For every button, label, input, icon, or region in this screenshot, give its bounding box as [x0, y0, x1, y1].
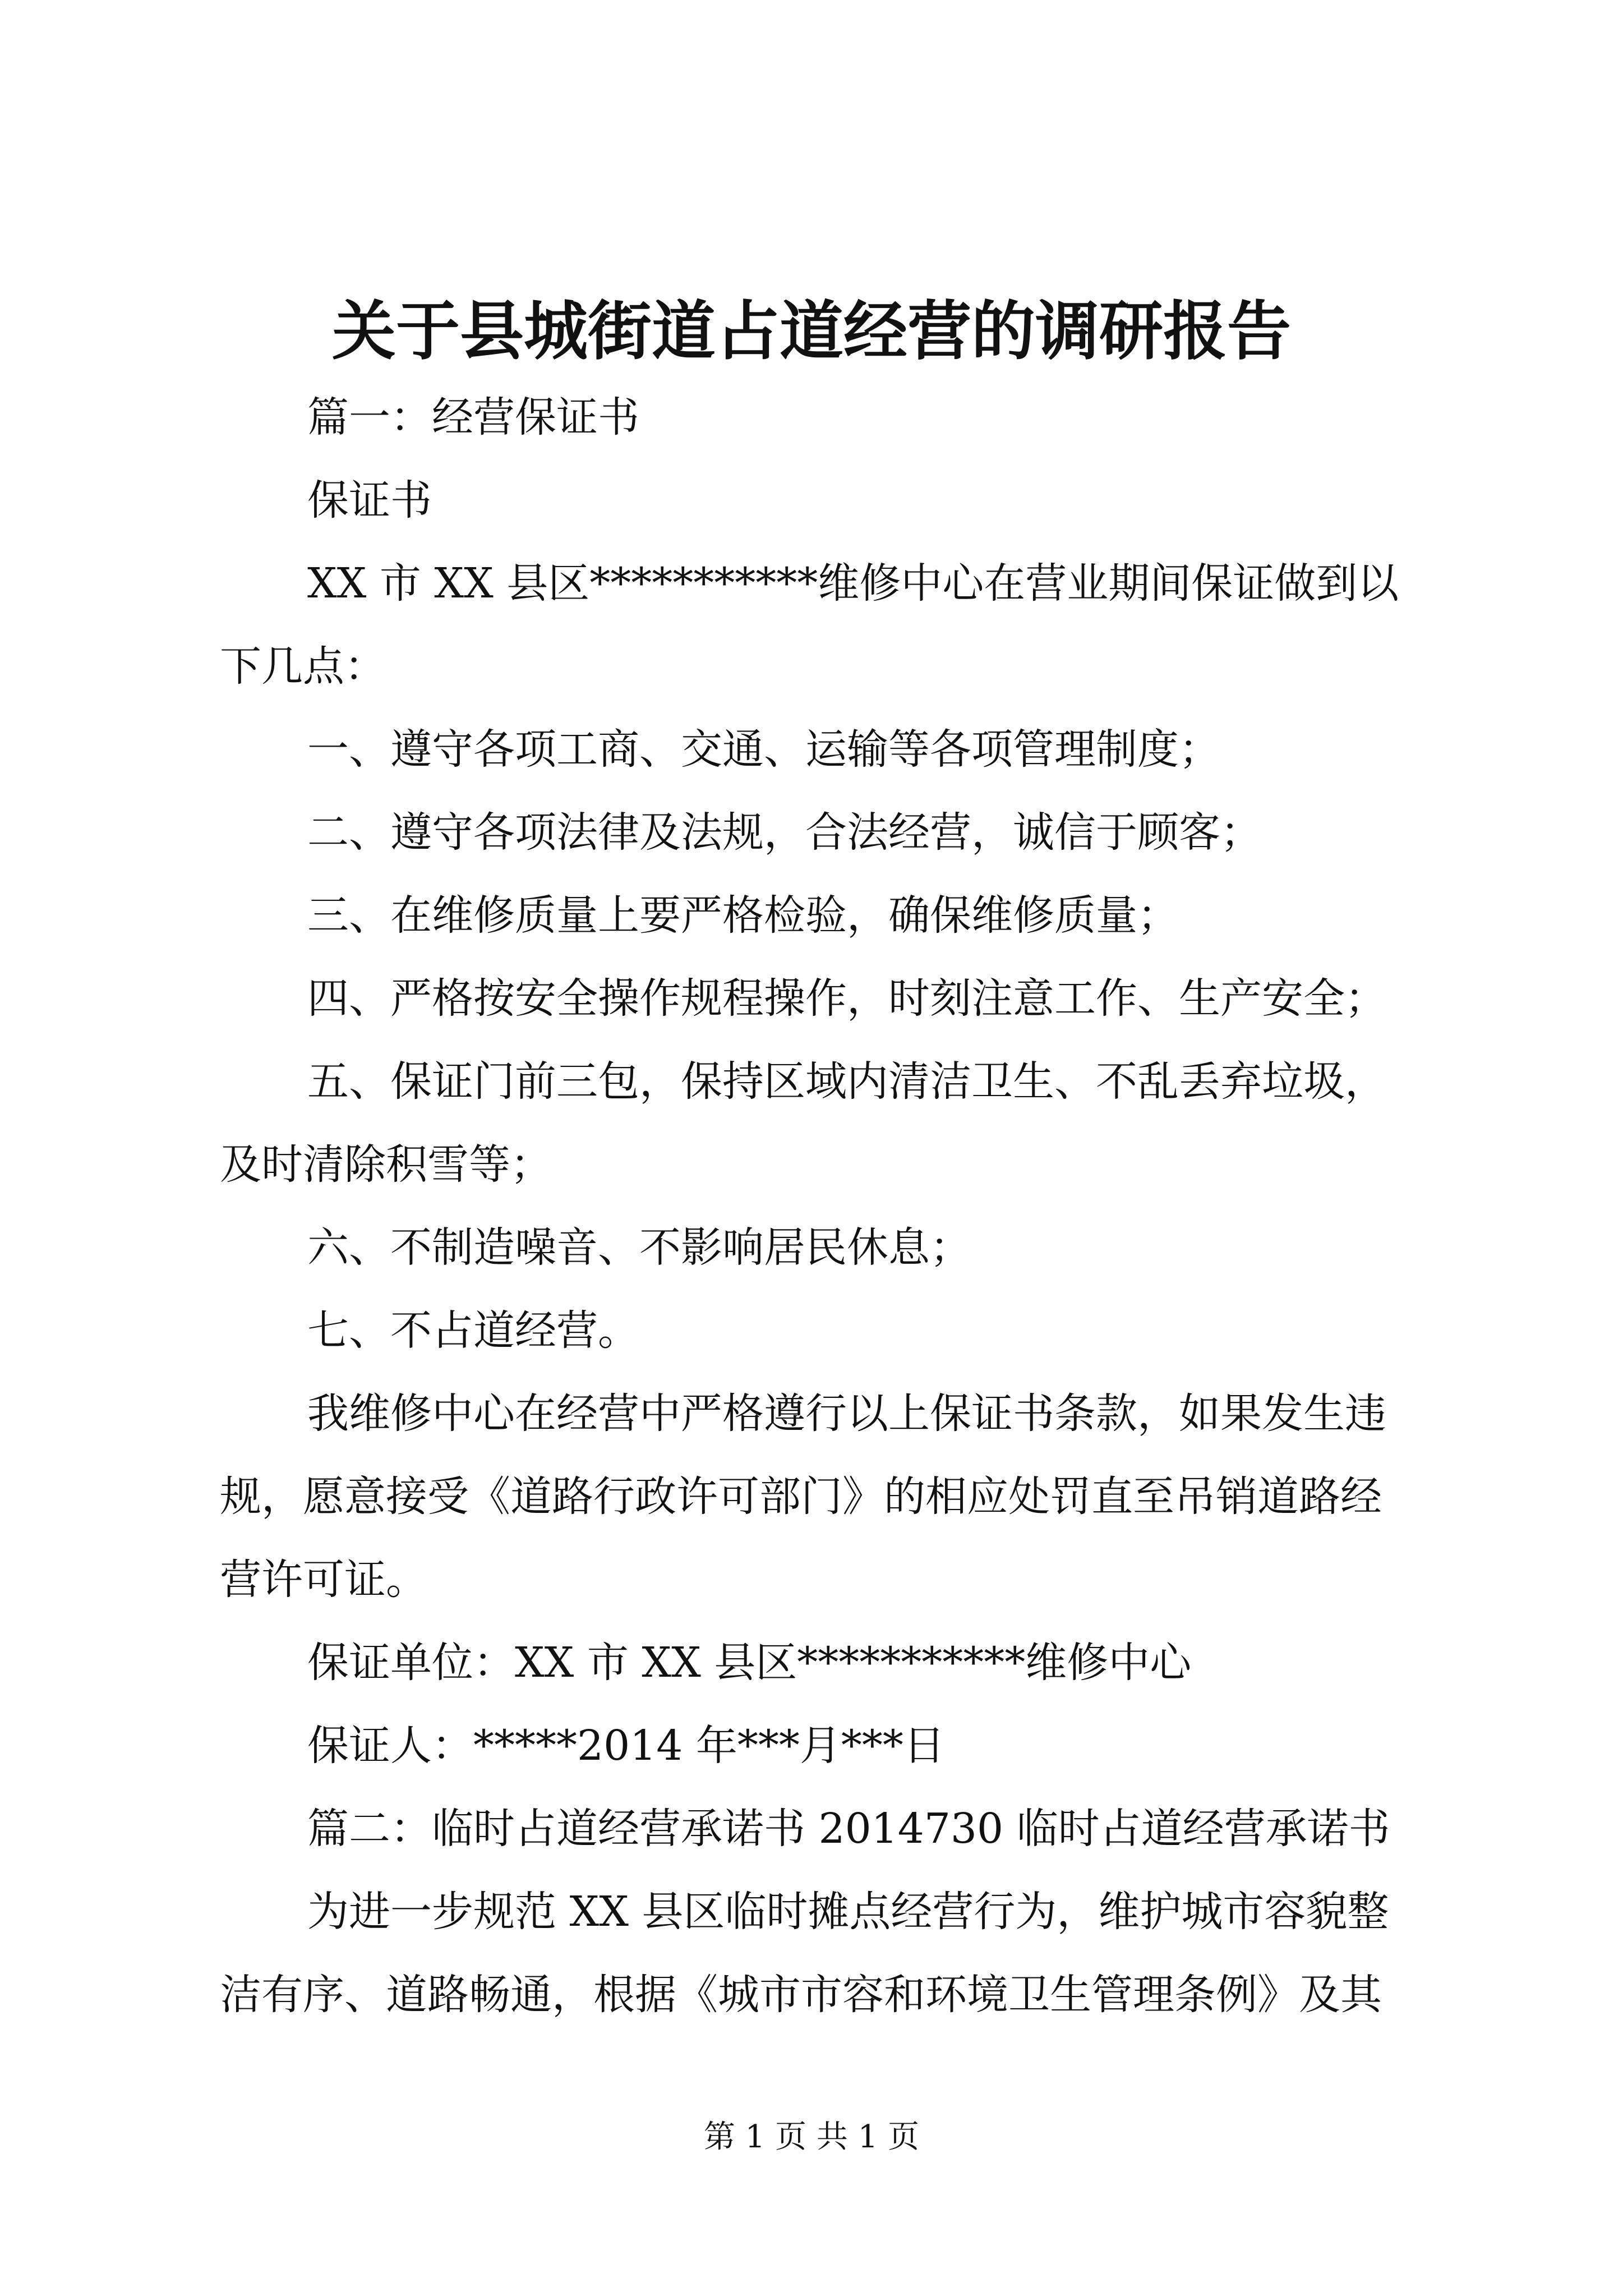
text-line: 我维修中心在经营中严格遵行以上保证书条款，如果发生违 [307, 1389, 1386, 1438]
text-line: 保证人：*****2014 年***月***日 [307, 1722, 945, 1770]
text-line: 营许可证。 [220, 1556, 427, 1604]
text-line: 七、不占道经营。 [307, 1306, 639, 1355]
text-line: 及时清除积雪等； [220, 1140, 552, 1189]
text-line: 为进一步规范 XX 县区临时摊点经营行为，维护城市容貌整 [307, 1888, 1389, 1936]
page-footer: 第 1 页 共 1 页 [703, 2119, 920, 2155]
text-line: 规，愿意接受《道路行政许可部门》的相应处罚直至吊销道路经 [220, 1473, 1382, 1521]
text-line: 六、不制造噪音、不影响居民休息； [307, 1223, 971, 1272]
text-line: 五、保证门前三包，保持区域内清洁卫生、不乱丢弃垃圾， [307, 1057, 1386, 1106]
text-line: 保证书 [307, 476, 432, 524]
text-line: 篇二：临时占道经营承诺书 2014730 临时占道经营承诺书 [307, 1805, 1390, 1853]
text-line: 下几点： [220, 642, 386, 691]
text-line: 二、遵守各项法律及法规，合法经营，诚信于顾客； [307, 808, 1262, 857]
document-body [220, 376, 1426, 2036]
text-line: 洁有序、道路畅通，根据《城市市容和环境卫生管理条例》及其 [220, 1971, 1382, 2019]
text-line: 一、遵守各项工商、交通、运输等各项管理制度； [307, 725, 1220, 774]
text-line: 保证单位：XX 市 XX 县区***********维修中心 [307, 1639, 1192, 1687]
text-line: 篇一：经营保证书 [307, 393, 639, 441]
text-line: 三、在维修质量上要严格检验，确保维修质量； [307, 891, 1179, 940]
text-line: 四、严格按安全操作规程操作，时刻注意工作、生产安全； [307, 974, 1386, 1023]
document-title: 关于县城街道占道经营的调研报告 [331, 293, 1291, 369]
text-line: XX 市 XX 县区***********维修中心在营业期间保证做到以 [307, 559, 1399, 608]
